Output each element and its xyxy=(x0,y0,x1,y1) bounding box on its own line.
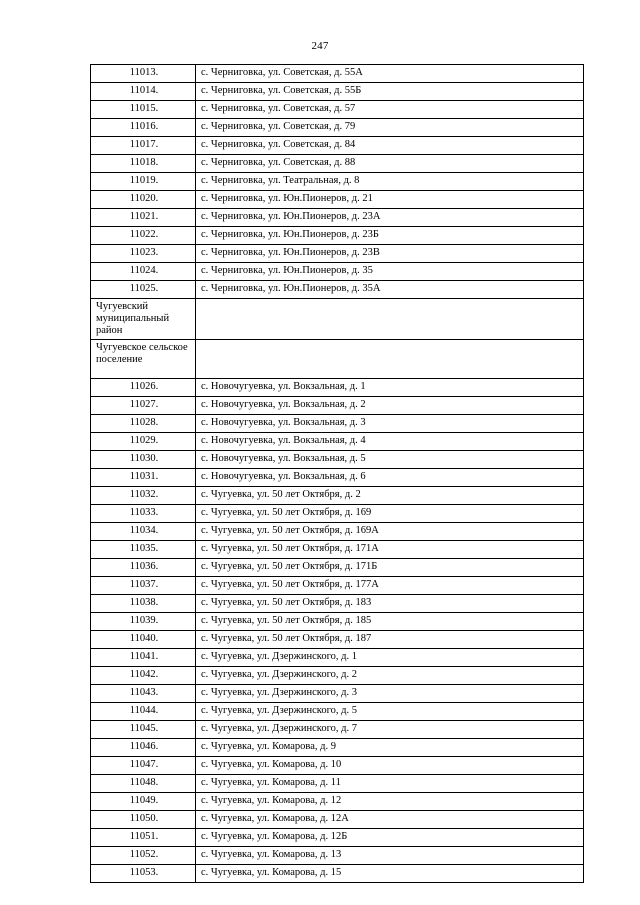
table-row xyxy=(91,415,584,433)
row-number: 11018. xyxy=(91,155,196,173)
table-row xyxy=(91,847,584,865)
row-number: 11039. xyxy=(91,613,196,631)
table-row xyxy=(91,523,584,541)
table-row xyxy=(91,757,584,775)
table-row xyxy=(91,65,584,83)
row-number: 11036. xyxy=(91,559,196,577)
table-row xyxy=(91,487,584,505)
row-number: 11030. xyxy=(91,451,196,469)
row-number: 11040. xyxy=(91,631,196,649)
table-row xyxy=(91,451,584,469)
row-number: 11037. xyxy=(91,577,196,595)
row-number: 11014. xyxy=(91,83,196,101)
row-number: 11034. xyxy=(91,523,196,541)
row-address: с. Чугуевка, ул. Комарова, д. 12 xyxy=(196,793,584,811)
row-address: с. Новочугуевка, ул. Вокзальная, д. 2 xyxy=(196,397,584,415)
empty-cell xyxy=(196,299,584,340)
table-row xyxy=(91,101,584,119)
row-address: с. Чугуевка, ул. 50 лет Октября, д. 185 xyxy=(196,613,584,631)
table-row xyxy=(91,811,584,829)
table-row xyxy=(91,721,584,739)
row-address: с. Черниговка, ул. Советская, д. 57 xyxy=(196,101,584,119)
section-row-district xyxy=(91,299,584,340)
row-address: с. Чугуевка, ул. 50 лет Октября, д. 183 xyxy=(196,595,584,613)
row-address: с. Чугуевка, ул. Комарова, д. 12А xyxy=(196,811,584,829)
row-address: с. Новочугуевка, ул. Вокзальная, д. 4 xyxy=(196,433,584,451)
row-address: с. Черниговка, ул. Юн.Пионеров, д. 35А xyxy=(196,281,584,299)
row-address: с. Чугуевка, ул. 50 лет Октября, д. 2 xyxy=(196,487,584,505)
table-row xyxy=(91,433,584,451)
row-address: с. Черниговка, ул. Советская, д. 84 xyxy=(196,137,584,155)
row-number: 11044. xyxy=(91,703,196,721)
table-row xyxy=(91,685,584,703)
table-row xyxy=(91,793,584,811)
row-address: с. Черниговка, ул. Театральная, д. 8 xyxy=(196,173,584,191)
row-number: 11023. xyxy=(91,245,196,263)
row-number: 11035. xyxy=(91,541,196,559)
row-address: с. Чугуевка, ул. Дзержинского, д. 5 xyxy=(196,703,584,721)
table-row xyxy=(91,577,584,595)
row-address: с. Новочугуевка, ул. Вокзальная, д. 3 xyxy=(196,415,584,433)
table-row xyxy=(91,613,584,631)
page-number: 247 xyxy=(311,40,329,52)
address-registry-table xyxy=(90,64,584,883)
row-number: 11024. xyxy=(91,263,196,281)
table-row xyxy=(91,667,584,685)
table-row xyxy=(91,703,584,721)
section-row-settlement xyxy=(91,340,584,379)
table-row xyxy=(91,397,584,415)
table-body-top xyxy=(91,65,584,299)
row-number: 11033. xyxy=(91,505,196,523)
table-row xyxy=(91,559,584,577)
table-row xyxy=(91,191,584,209)
row-number: 11051. xyxy=(91,829,196,847)
section-headers xyxy=(91,299,584,379)
row-address: с. Черниговка, ул. Юн.Пионеров, д. 35 xyxy=(196,263,584,281)
row-address: с. Чугуевка, ул. Дзержинского, д. 2 xyxy=(196,667,584,685)
row-number: 11038. xyxy=(91,595,196,613)
table-row xyxy=(91,281,584,299)
row-address: с. Черниговка, ул. Юн.Пионеров, д. 23Б xyxy=(196,227,584,245)
table-row xyxy=(91,379,584,397)
row-number: 11029. xyxy=(91,433,196,451)
table-row xyxy=(91,173,584,191)
table-row xyxy=(91,245,584,263)
row-number: 11022. xyxy=(91,227,196,245)
row-address: с. Черниговка, ул. Советская, д. 79 xyxy=(196,119,584,137)
row-number: 11026. xyxy=(91,379,196,397)
row-address: с. Чугуевка, ул. 50 лет Октября, д. 171Б xyxy=(196,559,584,577)
table-row xyxy=(91,155,584,173)
row-address: с. Новочугуевка, ул. Вокзальная, д. 1 xyxy=(196,379,584,397)
row-number: 11025. xyxy=(91,281,196,299)
row-number: 11027. xyxy=(91,397,196,415)
row-address: с. Новочугуевка, ул. Вокзальная, д. 6 xyxy=(196,469,584,487)
row-address: с. Черниговка, ул. Юн.Пионеров, д. 21 xyxy=(196,191,584,209)
table-row xyxy=(91,227,584,245)
row-number: 11053. xyxy=(91,865,196,883)
row-number: 11016. xyxy=(91,119,196,137)
row-number: 11046. xyxy=(91,739,196,757)
row-number: 11049. xyxy=(91,793,196,811)
table-row xyxy=(91,739,584,757)
row-address: с. Чугуевка, ул. 50 лет Октября, д. 171А xyxy=(196,541,584,559)
row-number: 11015. xyxy=(91,101,196,119)
row-address: с. Чугуевка, ул. Комарова, д. 9 xyxy=(196,739,584,757)
table-row xyxy=(91,209,584,227)
row-number: 11047. xyxy=(91,757,196,775)
table-row xyxy=(91,829,584,847)
table-row xyxy=(91,649,584,667)
table-row xyxy=(91,775,584,793)
row-address: с. Чугуевка, ул. Комарова, д. 12Б xyxy=(196,829,584,847)
row-number: 11048. xyxy=(91,775,196,793)
row-number: 11050. xyxy=(91,811,196,829)
settlement-label: Чугуевское сельское поселение xyxy=(91,340,196,379)
row-number: 11017. xyxy=(91,137,196,155)
row-address: с. Черниговка, ул. Юн.Пионеров, д. 23В xyxy=(196,245,584,263)
row-number: 11013. xyxy=(91,65,196,83)
row-address: с. Чугуевка, ул. 50 лет Октября, д. 187 xyxy=(196,631,584,649)
table-row xyxy=(91,631,584,649)
row-address: с. Чугуевка, ул. 50 лет Октября, д. 177А xyxy=(196,577,584,595)
row-address: с. Чугуевка, ул. 50 лет Октября, д. 169А xyxy=(196,523,584,541)
table-row xyxy=(91,865,584,883)
row-number: 11028. xyxy=(91,415,196,433)
row-address: с. Чугуевка, ул. Комарова, д. 15 xyxy=(196,865,584,883)
district-label: Чугуевский муниципальный район xyxy=(91,299,196,340)
table-row xyxy=(91,119,584,137)
table-body-bottom xyxy=(91,379,584,883)
row-number: 11052. xyxy=(91,847,196,865)
row-number: 11021. xyxy=(91,209,196,227)
row-number: 11045. xyxy=(91,721,196,739)
row-address: с. Чугуевка, ул. Комарова, д. 10 xyxy=(196,757,584,775)
table-row xyxy=(91,137,584,155)
row-number: 11043. xyxy=(91,685,196,703)
table-row xyxy=(91,263,584,281)
row-number: 11041. xyxy=(91,649,196,667)
row-address: с. Чугуевка, ул. Дзержинского, д. 1 xyxy=(196,649,584,667)
row-address: с. Чугуевка, ул. Комарова, д. 11 xyxy=(196,775,584,793)
row-number: 11042. xyxy=(91,667,196,685)
row-number: 11019. xyxy=(91,173,196,191)
row-address: с. Черниговка, ул. Советская, д. 55Б xyxy=(196,83,584,101)
row-address: с. Чугуевка, ул. Дзержинского, д. 7 xyxy=(196,721,584,739)
row-number: 11032. xyxy=(91,487,196,505)
row-number: 11031. xyxy=(91,469,196,487)
row-address: с. Черниговка, ул. Юн.Пионеров, д. 23А xyxy=(196,209,584,227)
row-address: с. Чугуевка, ул. 50 лет Октября, д. 169 xyxy=(196,505,584,523)
row-number: 11020. xyxy=(91,191,196,209)
table-row xyxy=(91,469,584,487)
row-address: с. Черниговка, ул. Советская, д. 88 xyxy=(196,155,584,173)
table-row xyxy=(91,595,584,613)
row-address: с. Черниговка, ул. Советская, д. 55А xyxy=(196,65,584,83)
table-row xyxy=(91,83,584,101)
empty-cell xyxy=(196,340,584,379)
row-address: с. Новочугуевка, ул. Вокзальная, д. 5 xyxy=(196,451,584,469)
row-address: с. Чугуевка, ул. Дзержинского, д. 3 xyxy=(196,685,584,703)
table-row xyxy=(91,541,584,559)
row-address: с. Чугуевка, ул. Комарова, д. 13 xyxy=(196,847,584,865)
table-row xyxy=(91,505,584,523)
